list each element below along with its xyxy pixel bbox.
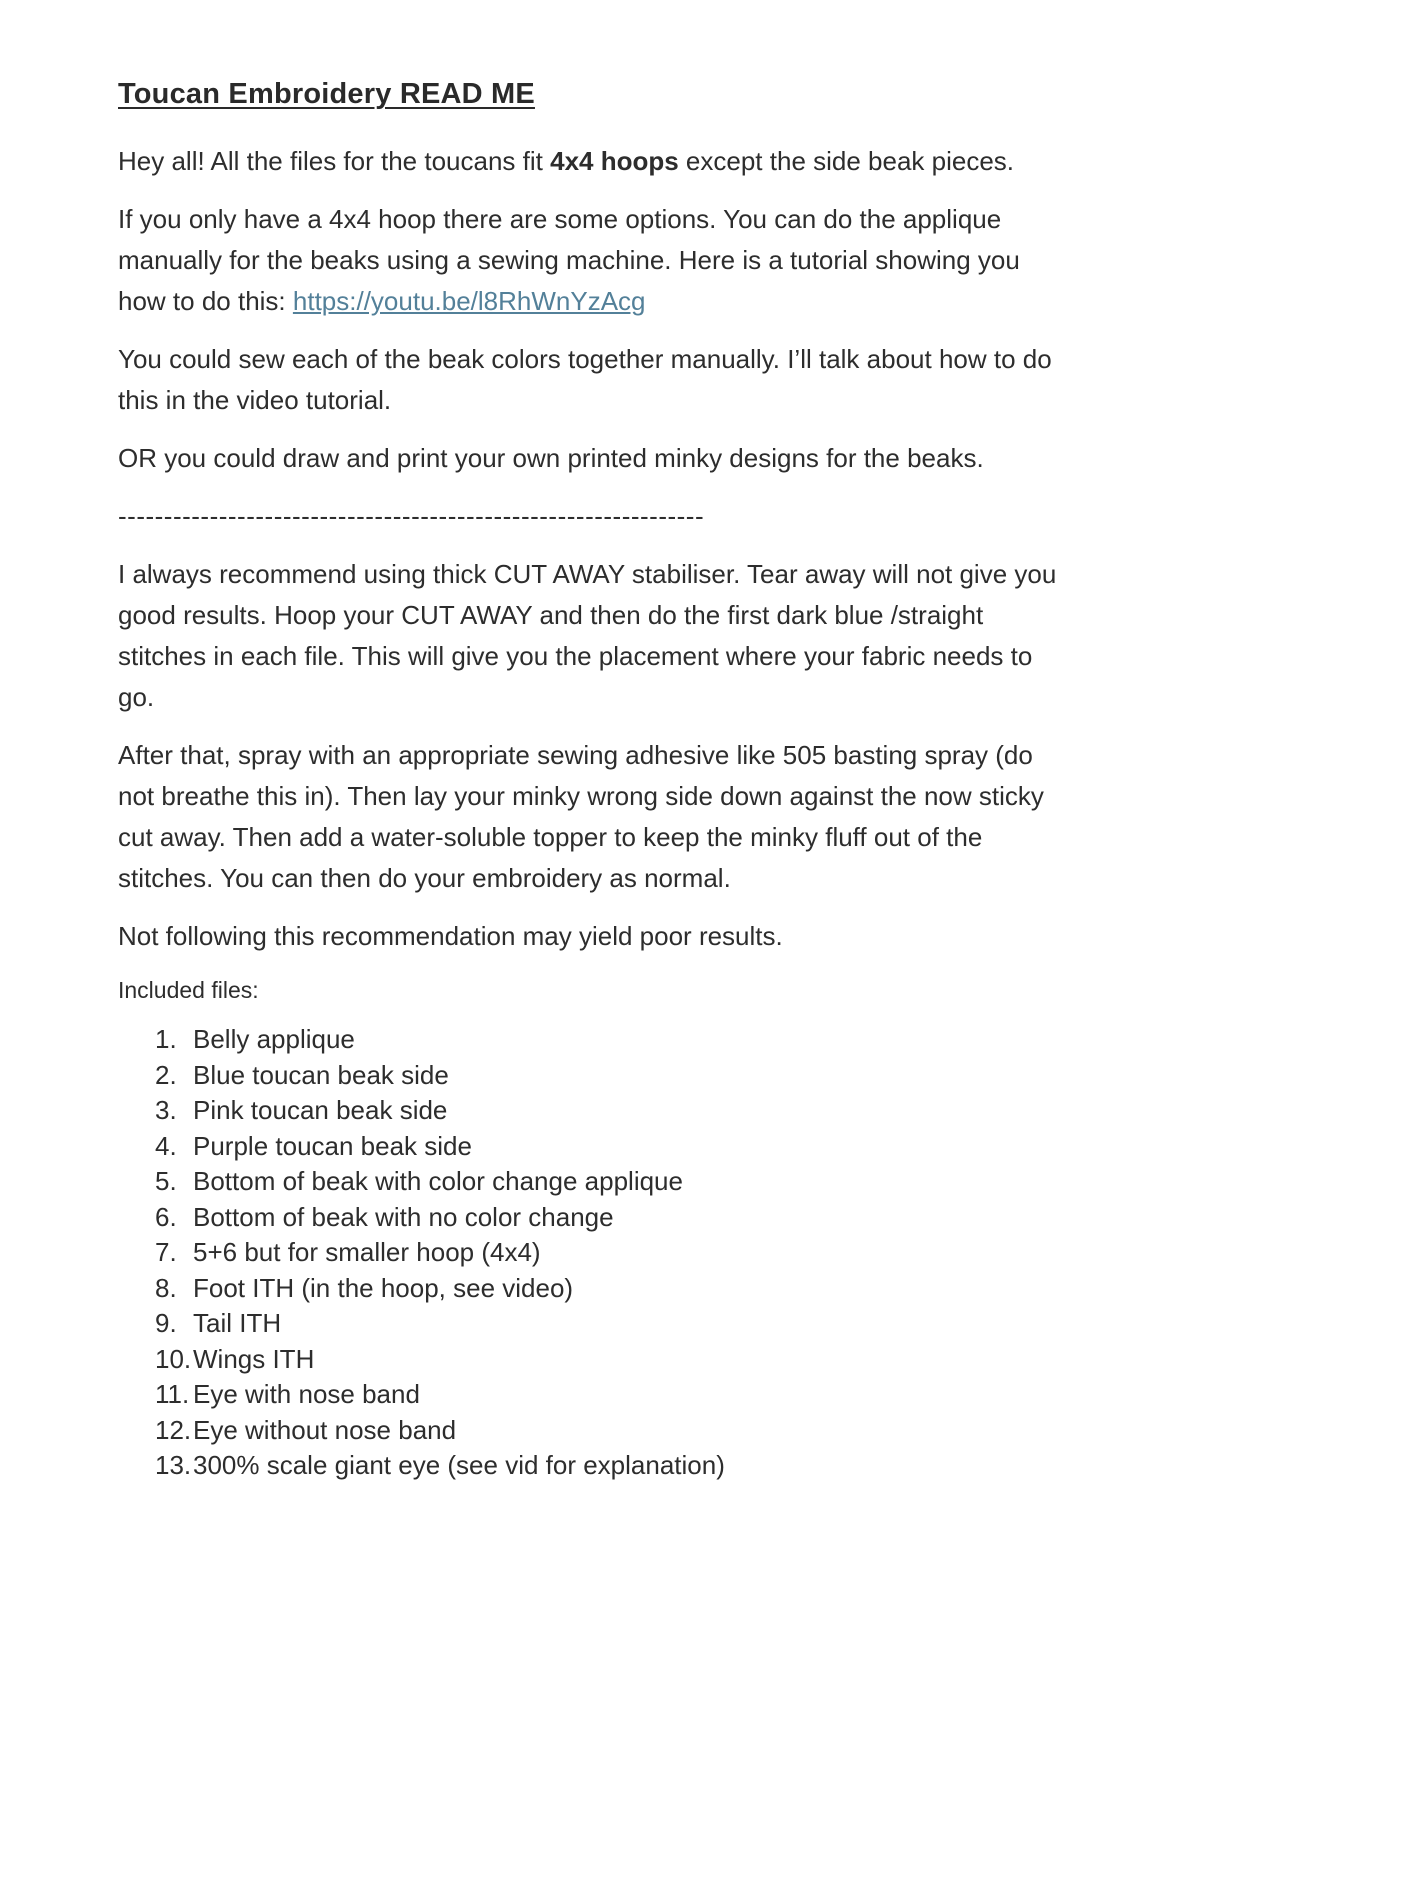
list-item <box>155 1342 1068 1378</box>
list-item-number: 6. <box>155 1201 177 1232</box>
paragraph-stabiliser: I always recommend using thick CUT AWAY stabiliser. Tear away will not give you good results. Hoop your CUT AWAY and then do the first dark blue /straight stitches in each file. This will give you the placement where your fabric needs to go. <box>118 559 1057 712</box>
list-item-text: 5+6 but for smaller hoop (4x4) <box>193 1237 541 1267</box>
paragraph-greeting <box>118 141 1068 182</box>
greeting-text-post: except the side beak pieces. <box>678 146 1015 176</box>
list-item <box>155 1093 1068 1129</box>
list-item-text: Eye without nose band <box>193 1414 457 1445</box>
list-item-text: 300% scale giant eye (see vid for explanation) <box>193 1450 725 1480</box>
list-item <box>155 1129 1068 1165</box>
list-item-text: Bottom of beak with color change applique <box>193 1166 683 1196</box>
list-item-text: Wings ITH <box>193 1343 315 1374</box>
paragraph-adhesive: After that, spray with an appropriate sewing adhesive like 505 basting spray (do not breathe this in). Then lay your minky wrong side down against the now sticky cut away. Then add a water-soluble topper to keep the minky fluff out of the stitches. You can then do your embroidery as normal. <box>118 740 1044 893</box>
list-item-number: 7. <box>155 1237 177 1267</box>
list-item-number: 2. <box>155 1059 177 1090</box>
list-item <box>155 1058 1068 1094</box>
list-item-text: Pink toucan beak side <box>193 1095 448 1125</box>
list-item-number: 1. <box>155 1024 177 1054</box>
list-item-text: Foot ITH (in the hoop, see video) <box>193 1272 574 1303</box>
paragraph-sew-manually: You could sew each of the beak colors together manually. I’ll talk about how to do this in the video tutorial. <box>118 344 1052 415</box>
paragraph-warning: Not following this recommendation may yield poor results. <box>118 921 783 951</box>
list-item <box>155 1164 1068 1200</box>
list-item <box>155 1200 1068 1236</box>
list-item-text: Blue toucan beak side <box>193 1059 449 1090</box>
list-item-number: 11. <box>155 1379 190 1409</box>
document-title: Toucan Embroidery READ ME <box>118 78 535 110</box>
list-item <box>155 1377 1068 1413</box>
list-item-number: 9. <box>155 1308 177 1338</box>
document-content <box>118 78 1068 1484</box>
list-item-number: 5. <box>155 1166 177 1196</box>
list-item-text: Bottom of beak with no color change <box>193 1201 614 1232</box>
hoop-size-bold-text: 4x4 hoops <box>550 146 679 176</box>
list-item <box>155 1306 1068 1342</box>
hoop-options-text: If you only have a 4x4 hoop there are some options. You can do the applique manually for the beaks using a sewing machine. Here is a tutorial showing you how to do this: <box>118 204 1020 316</box>
list-item-number: 3. <box>155 1095 177 1125</box>
list-item-number: 4. <box>155 1130 177 1161</box>
greeting-text-pre: Hey all! All the files for the toucans fit <box>118 146 551 176</box>
list-item-number: 10. <box>155 1343 192 1374</box>
list-item-number: 13. <box>155 1450 192 1480</box>
list-item <box>155 1271 1068 1307</box>
list-item <box>155 1448 1068 1484</box>
list-item <box>155 1235 1068 1271</box>
included-files-label: Included files: <box>118 977 259 1003</box>
paragraph-print-minky: OR you could draw and print your own printed minky designs for the beaks. <box>118 443 984 473</box>
list-item-text: Eye with nose band <box>193 1379 420 1409</box>
list-item <box>155 1022 1068 1058</box>
list-item <box>155 1413 1068 1449</box>
list-item-text: Tail ITH <box>193 1308 282 1338</box>
file-list <box>155 1022 1068 1484</box>
paragraph-hoop-options <box>118 199 1068 322</box>
list-item-text: Belly applique <box>193 1024 355 1054</box>
divider-dashes: ---------------------------------------------------------------- <box>118 501 705 531</box>
list-item-number: 8. <box>155 1272 177 1303</box>
list-item-number: 12. <box>155 1414 192 1445</box>
tutorial-link[interactable]: https://youtu.be/l8RhWnYzAcg <box>292 286 646 316</box>
list-item-text: Purple toucan beak side <box>193 1130 472 1161</box>
